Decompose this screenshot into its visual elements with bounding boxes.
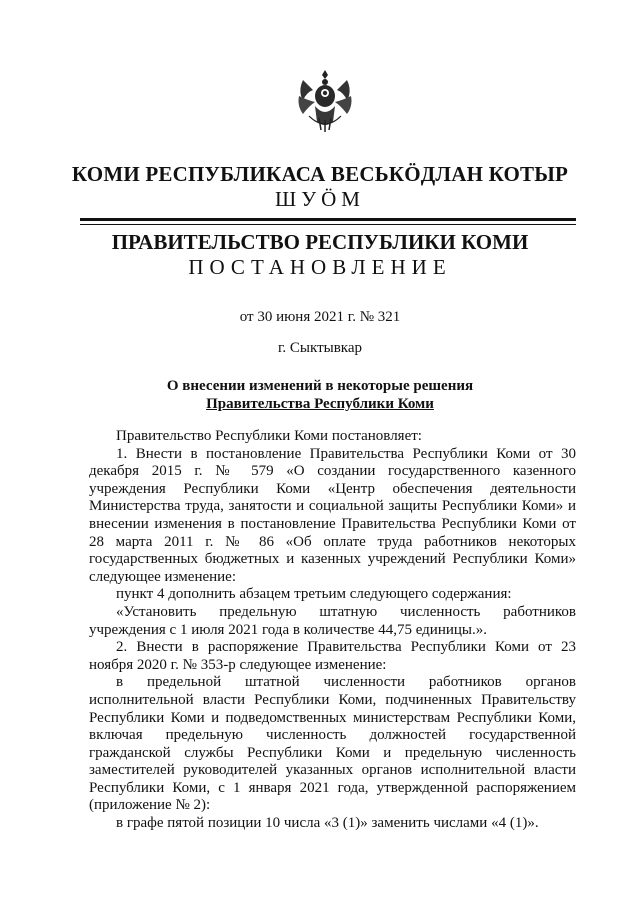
body-paragraph: 1. Внести в постановление Правительства Республики Коми от 30 декабря 2015 г. № 579 «О создании государственного казенного учреждения Республики Коми «Центр обеспечения деятельности Министерства труда, занятости и социальной защиты Республики Коми» и внесении изменения в постановление Правительства Республики Коми от 28 марта 2011 г. № 86 «Об оплате труда работников некоторых государственных бюджетных и казенных учреждений Республики Коми» следующее изменение:: [89, 445, 576, 585]
komi-government-title: КОМИ РЕСПУБЛИКАСА ВЕСЬКӦДЛАН КОТЫР: [71, 162, 569, 186]
decree-title-line2: Правительства Республики Коми: [206, 396, 434, 412]
decree-date-number: от 30 июня 2021 г. № 321: [239, 309, 401, 325]
decree-city: г. Сыктывкар: [277, 340, 363, 356]
decree-body: [89, 428, 576, 833]
body-paragraph: в графе пятой позиции 10 числа «3 (1)» заменить числами «4 (1)».: [116, 815, 539, 832]
body-paragraph: в предельной штатной численности работников органов исполнительной власти Республики Коми, подчиненных Правительству Республики Коми и подведомственных министерствам Республики Коми, включая предельную численность должностей государственной гражданской службы Республики Коми и предельную численность заместителей руководителей указанных органов исполнительной власти Республики Коми, с 1 января 2021 года, утвержденной распоряжением (приложение № 2):: [89, 674, 576, 814]
header-divider-thin: [80, 224, 576, 225]
header-divider-thick: [80, 218, 576, 221]
decree-title-line1: О внесении изменений в некоторые решения: [166, 378, 474, 394]
body-paragraph: 2. Внести в распоряжение Правительства Республики Коми от 23 ноября 2020 г. № 353-р следующее изменение:: [89, 639, 576, 673]
body-paragraph: Правительство Республики Коми постановляет:: [116, 428, 422, 444]
decree-word: ПОСТАНОВЛЕНИЕ: [188, 255, 452, 279]
komi-decree-word: ШУӦМ: [275, 187, 365, 211]
body-paragraph: пункт 4 дополнить абзацем третьим следующего содержания:: [116, 586, 512, 603]
body-paragraph: «Установить предельную штатную численность работников учреждения с 1 июля 2021 года в количестве 44,75 единицы.».: [89, 603, 576, 638]
coat-of-arms-icon: [295, 66, 355, 136]
government-title: ПРАВИТЕЛЬСТВО РЕСПУБЛИКИ КОМИ: [111, 230, 529, 254]
